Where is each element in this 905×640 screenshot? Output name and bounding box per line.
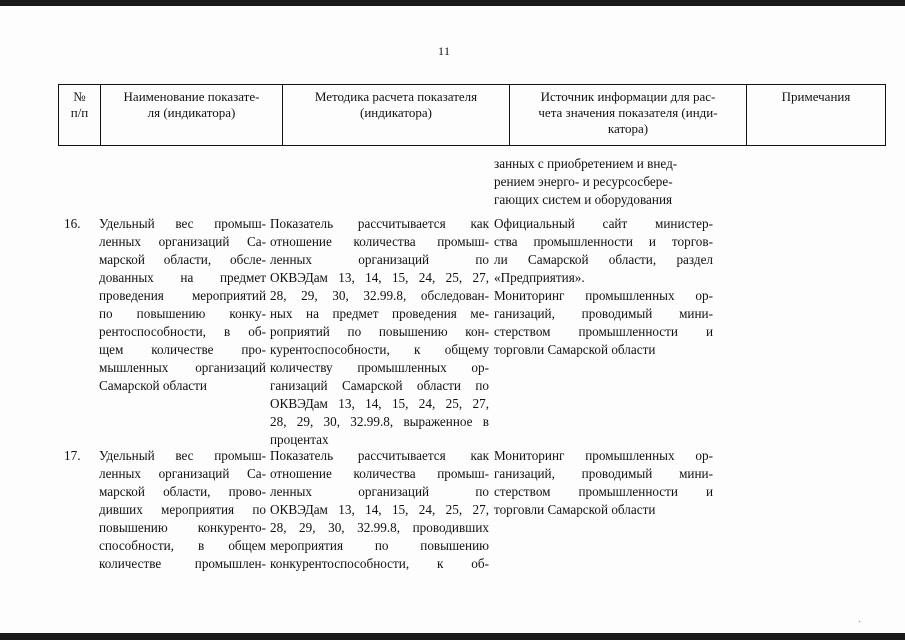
row-16-method-line: курентоспособности, к общему (270, 342, 489, 357)
continuation-source (494, 155, 714, 209)
row-16-method-line: ленных организаций по (270, 252, 489, 267)
row-16-method-line: Показатель рассчитывается как (270, 216, 489, 231)
row-17-method (270, 447, 489, 573)
row-16-name (99, 215, 266, 395)
row-16-name-line: дованных на предмет (99, 270, 266, 285)
header-col-source-text: Источник информации для рас- чета значения показателя (инди- катора) (538, 89, 718, 136)
row-17-source-line: стерством промышленности и (494, 484, 713, 499)
row-17-method-line: 28, 29, 30, 32.99.8, проводивших (270, 520, 489, 535)
row-16-name-line: мышленных организаций (99, 360, 266, 375)
row-17-method-line: ОКВЭДам 13, 14, 15, 24, 25, 27, (270, 502, 489, 517)
header-col-name (101, 85, 283, 146)
row-17-method-line: отношение количества промыш- (270, 466, 489, 481)
row-16-method-line: ганизаций Самарской области по (270, 378, 489, 393)
row-16-source-line: Мониторинг промышленных ор- (494, 288, 713, 303)
row-17-method-line: конкурентоспособности, к об- (270, 556, 489, 571)
header-col-notes-text: Примечания (781, 89, 851, 104)
scan-speck: ˏ (858, 612, 862, 623)
row-16-method-line: ных на предмет проведения ме- (270, 306, 489, 321)
row-17-name (99, 447, 266, 573)
row-17-name-line: повышению конкуренто- (99, 520, 266, 535)
page-number: 11 (438, 44, 451, 58)
row-16-name-line: Самарской области (99, 378, 207, 393)
row-16-source-line: ганизаций, проводимый мини- (494, 306, 713, 321)
row-16-method-line: ОКВЭДам 13, 14, 15, 24, 25, 27, (270, 396, 489, 411)
row-16-name-line: Удельный вес промыш- (99, 216, 266, 231)
scan-edge-top (0, 0, 905, 6)
row-16-source-line: ства промышленности и торгов- (494, 234, 713, 249)
row-17-method-line: мероприятия по повышению (270, 538, 489, 553)
row-17-name-line: дивших мероприятия по (99, 502, 266, 517)
header-col-number-text: № п/п (70, 89, 89, 120)
header-col-method-text: Методика расчета показателя (индикатора) (314, 89, 478, 120)
row-16-method-line: 28, 29, 30, 32.99.8, выраженное в (270, 414, 489, 429)
row-16-method (270, 215, 489, 449)
header-col-source (510, 85, 747, 146)
row-16-name-line: проведения мероприятий (99, 288, 266, 303)
row-16-method-line: 28, 29, 30, 32.99.8, обследован- (270, 288, 489, 303)
row-16-source-line: «Предприятия». (494, 270, 585, 285)
row-16-name-line: марской области, обсле- (99, 252, 266, 267)
row-16-source-line: стерством промышленности и (494, 324, 713, 339)
row-16-method-line: отношение количества промыш- (270, 234, 489, 249)
row-17-method-line: ленных организаций по (270, 484, 489, 499)
continuation-source-line: занных с приобретением и внед- (494, 156, 678, 171)
row-17-name-line: способности, в общем (99, 538, 266, 553)
row-16-method-line: ОКВЭДам 13, 14, 15, 24, 25, 27, (270, 270, 489, 285)
header-col-notes (747, 85, 886, 146)
row-16-method-line: количеству промышленных ор- (270, 360, 489, 375)
row-17-name-line: количестве промышлен- (99, 556, 266, 571)
row-16-method-line: роприятий по повышению кон- (270, 324, 489, 339)
row-16-name-line: рентоспособности, в об- (99, 324, 266, 339)
row-17-number: 17. (64, 448, 81, 463)
row-17-method-line: Показатель рассчитывается как (270, 448, 489, 463)
row-16-source (494, 215, 713, 359)
header-col-name-text: Наименование показате- ля (индикатора) (123, 89, 260, 120)
continuation-source-line: гающих систем и оборудования (494, 192, 673, 207)
row-16-number: 16. (64, 216, 81, 231)
row-16-name-line: ленных организаций Са- (99, 234, 266, 249)
table-header (58, 84, 886, 146)
row-17-source-line: ганизаций, проводимый мини- (494, 466, 713, 481)
header-col-method (283, 85, 510, 146)
header-col-number (59, 85, 101, 146)
row-17-name-line: Удельный вес промыш- (99, 448, 266, 463)
row-17-name-line: марской области, прово- (99, 484, 266, 499)
scan-edge-bottom (0, 633, 905, 640)
row-17-source-line: торговли Самарской области (494, 502, 656, 517)
row-17-source-line: Мониторинг промышленных ор- (494, 448, 713, 463)
row-17-source (494, 447, 713, 519)
row-16-source-line: Официальный сайт министер- (494, 216, 713, 231)
row-16-name-line: по повышению конку- (99, 306, 266, 321)
row-16-source-line: торговли Самарской области (494, 342, 656, 357)
row-16-method-line: процентах (270, 432, 329, 447)
continuation-source-line: рением энерго- и ресурсосбере- (494, 174, 673, 189)
row-16-name-line: щем количестве про- (99, 342, 266, 357)
row-17-name-line: ленных организаций Са- (99, 466, 266, 481)
row-16-source-line: ли Самарской области, раздел (494, 252, 713, 267)
